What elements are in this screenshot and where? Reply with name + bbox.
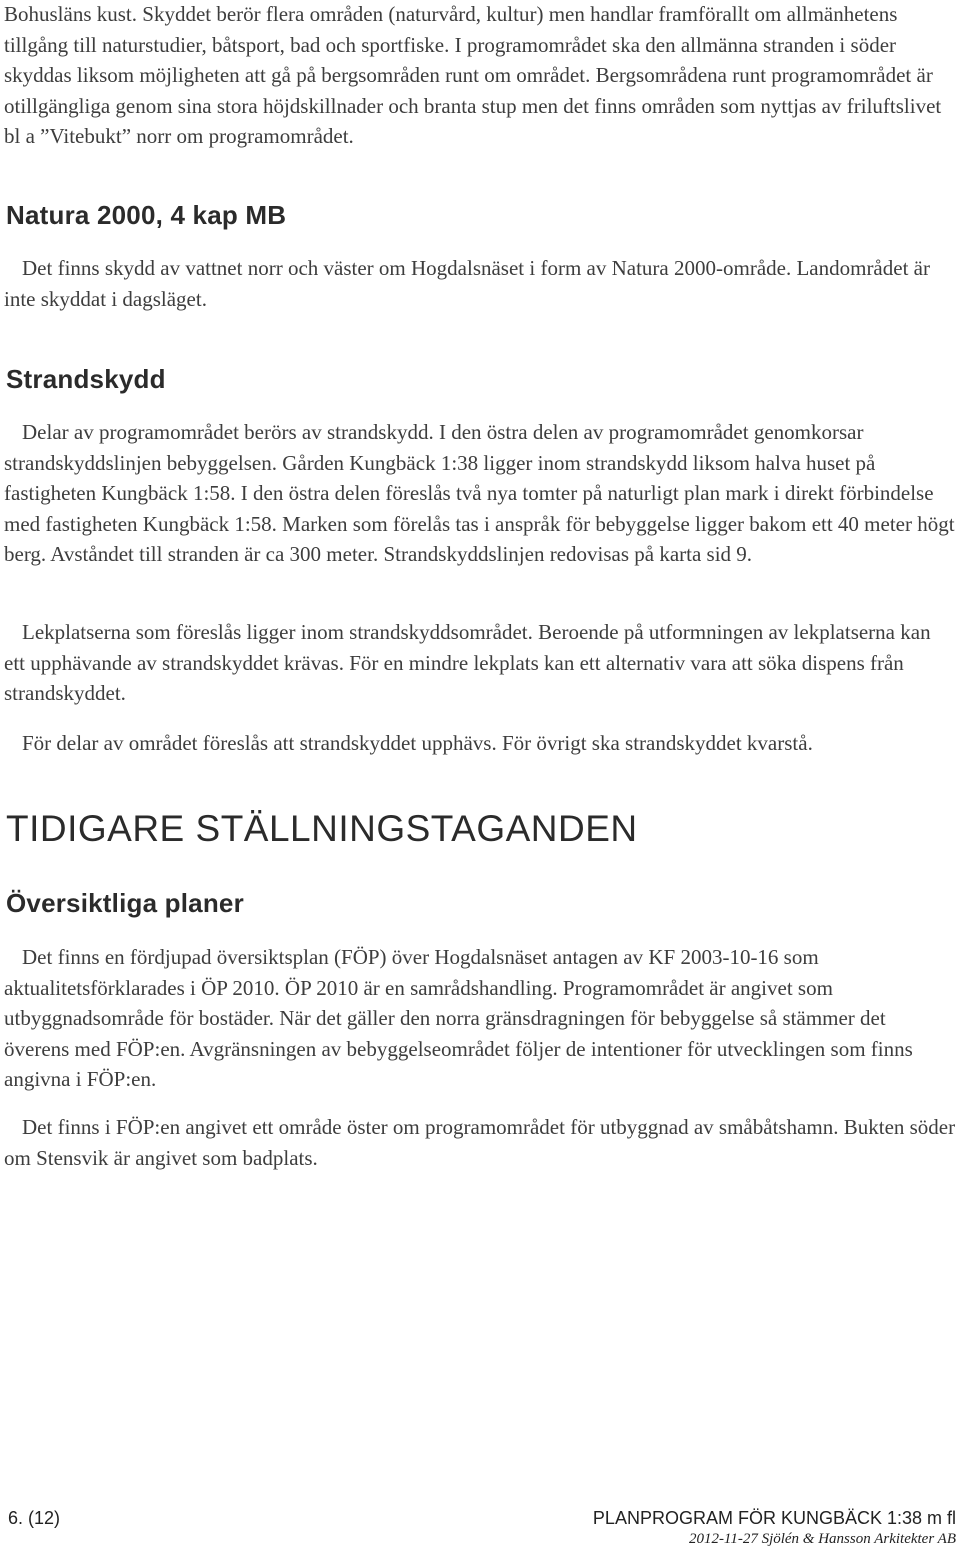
oversiktliga-paragraph-2: Det finns i FÖP:en angivet ett område öster om programområdet för utbyggnad av småbåtshamn. Bukten söder om Stensvik är angivet som badplats. [4, 1115, 956, 1170]
intro-paragraph: Bohusläns kust. Skyddet berör flera områden (naturvård, kultur) men handlar framförallt om allmänhetens tillgång till naturstudier, båtsport, bad och sportfiske. I programområdet ska den allmänna stranden i söder skyddas liksom möjligheten att gå på bergsområden runt om området. Bergsområdena runt programområdet är otillgängliga genom sina stora höjdskillnader och branta stup men det finns områden som nyttjas av friluftslivet bl a ”Vitebukt” norr om programområdet. [4, 2, 942, 148]
footer-title: PLANPROGRAM FÖR KUNGBÄCK 1:38 m fl [592, 1508, 956, 1528]
strandskydd-paragraph-1: Delar av programområdet berörs av strandskydd. I den östra delen av programområdet genomkorsar strandskyddslinjen bebyggelsen. Gården Kungbäck 1:38 ligger inom strandskydd liksom halva huset på fastigheten Kungbäck 1:58. I den östra delen föreslås två nya tomter på naturligt plan mark i direkt förbindelse med fastigheten Kungbäck 1:58. Marken som förelås tas i anspråk för bebyggelse ligger bakom ett 40 meter högt berg. Avståndet till stranden är ca 300 meter. Strandskyddslinjen redovisas på karta sid 9. [4, 420, 955, 566]
natura-heading: Natura 2000, 4 kap MB [6, 200, 287, 230]
strandskydd-paragraph-2: Lekplatserna som föreslås ligger inom strandskyddsområdet. Beroende på utformningen av lekplatserna kan ett upphävande av strandskyddet krävas. För en mindre lekplats kan ett alternativ vara att söka dispens från strandskyddet. [4, 620, 931, 705]
page-number: 6. (12) [8, 1508, 61, 1528]
tidigare-heading: TIDIGARE STÄLLNINGSTAGANDEN [6, 808, 638, 849]
oversiktliga-paragraph-1: Det finns en fördjupad översiktsplan (FÖP) över Hogdalsnäset antagen av KF 2003-10-16 som aktualitetsförklarades i ÖP 2010. ÖP 2010 är en samrådshandling. Programområdet är angivet som utbyggnadsområde för bostäder. När det gäller den norra gränsdragningen för bebyggelse så stämmer det överens med FÖP:en. Avgränsningen av bebyggelseområdet följer de intentioner för utvecklingen som finns angivna i FÖP:en. [4, 945, 913, 1091]
strandskydd-paragraph-3: För delar av området föreslås att strandskyddet upphävs. För övrigt ska strandskyddet kvarstå. [22, 731, 813, 755]
strandskydd-heading: Strandskydd [6, 364, 166, 394]
natura-paragraph: Det finns skydd av vattnet norr och väster om Hogdalsnäset i form av Natura 2000-område. Landområdet är inte skyddat i dagsläget. [4, 256, 930, 311]
footer-credit: 2012-11-27 Sjölén & Hansson Arkitekter AB [688, 1531, 956, 1547]
oversiktliga-heading: Översiktliga planer [6, 888, 244, 918]
